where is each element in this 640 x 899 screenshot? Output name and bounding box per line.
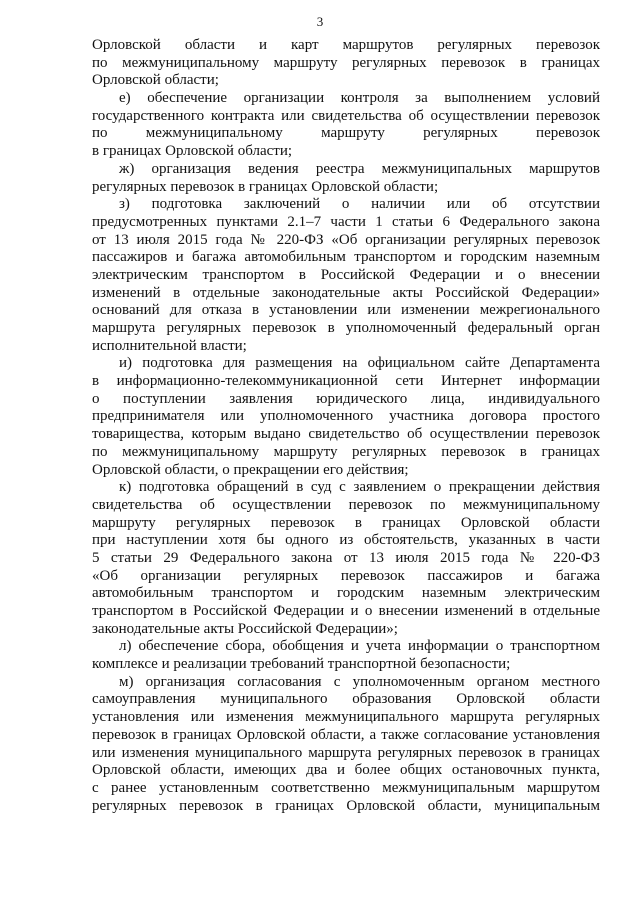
text-line: регулярных перевозок в границах Орловской области, муниципальным (92, 797, 600, 814)
paragraph-continuation (92, 37, 600, 90)
paragraph-item-e (92, 90, 600, 161)
text-line: электрическим транспортом в Российской Федерации и о внесении (92, 266, 600, 283)
text-line: предпринимателя или уполномоченного участника договора простого (92, 408, 600, 425)
text-line: 5 статьи 29 Федерального закона от 13 июля 2015 года № 220-ФЗ (92, 549, 600, 566)
text-line: Орловской области; (92, 72, 219, 89)
paragraph-item-zh (92, 161, 600, 196)
text-line: маршруту регулярных перевозок в границах Орловской области (92, 514, 600, 531)
text-line: предусмотренных пунктами 2.1–7 части 1 статьи 6 Федерального закона (92, 213, 600, 230)
text-line: Орловской области и карт маршрутов регулярных перевозок (92, 37, 600, 53)
text-line: пассажиров и багажа автомобильным транспортом и городским наземным (92, 249, 600, 266)
text-line: комплексе и реализации требований транспортной безопасности; (92, 656, 511, 673)
page-number: 3 (316, 14, 324, 29)
text-line: изменений в отдельные законодательные акты Российской Федерации» (92, 284, 600, 301)
text-line: от 13 июля 2015 года № 220-ФЗ «Об организации регулярных перевозок (92, 231, 600, 248)
text-line: установления или изменения межмуниципального маршрута регулярных (92, 709, 600, 726)
text-line: «Об организации регулярных перевозок пассажиров и багажа (92, 567, 600, 584)
text-line: перевозок в границах Орловской области, а также согласование установления (92, 726, 600, 743)
text-line: по межмуниципальному маршруту регулярных перевозок в границах (92, 54, 600, 71)
text-line: о поступлении заявления юридического лица, индивидуального (92, 390, 600, 407)
text-line: ж) организация ведения реестра межмуниципальных маршрутов (119, 160, 600, 177)
text-line: Орловской области, о прекращении его действия; (92, 461, 409, 478)
text-line: в границах Орловской области; (92, 143, 293, 160)
paragraph-item-m (92, 674, 600, 816)
text-line: автомобильным транспортом и городским наземным электрическим (92, 585, 600, 602)
document-body (92, 37, 600, 815)
text-line: законодательные акты Российской Федерации»; (92, 620, 398, 637)
text-line: маршрута регулярных перевозок в уполномоченный федеральный орган (92, 320, 600, 336)
text-line: транспортом в Российской Федерации и о внесении изменений в отдельные (92, 603, 600, 619)
text-line: свидетельства об осуществлении перевозок по межмуниципальному (92, 496, 600, 513)
text-line: при наступлении хотя бы одного из обстоятельств, указанных в части (92, 532, 600, 549)
paragraph-item-l (92, 638, 600, 673)
paragraph-item-z (92, 196, 600, 355)
text-line: государственного контракта или свидетельства об осуществлении перевозок (92, 107, 600, 124)
text-line: товарищества, которым выдано свидетельство об осуществлении перевозок (92, 426, 600, 443)
text-line: регулярных перевозок в границах Орловской области; (92, 178, 439, 195)
text-line: в информационно-телекоммуникационной сети Интернет информации (92, 373, 600, 390)
text-line: з) подготовка заключений о наличии или об отсутствии (119, 196, 600, 213)
text-line: е) обеспечение организации контроля за выполнением условий (119, 90, 600, 107)
text-line: самоуправления муниципального образования Орловской области (92, 691, 600, 708)
text-line: л) обеспечение сбора, обобщения и учета информации о транспортном (119, 638, 600, 655)
text-line: исполнительной власти; (92, 337, 247, 354)
text-line: и) подготовка для размещения на официальном сайте Департамента (119, 355, 600, 372)
paragraph-item-i (92, 355, 600, 479)
text-line: или изменения муниципального маршрута регулярных перевозок в границах (92, 744, 600, 761)
text-line: м) организация согласования с уполномоченным органом местного (119, 673, 600, 690)
text-line: оснований для отказа в установлении или изменении межрегионального (92, 302, 600, 319)
text-line: Орловской области, имеющих два и более общих остановочных пункта, (92, 762, 600, 779)
text-line: по межмуниципальному маршруту регулярных перевозок в границах (92, 443, 600, 460)
text-line: по межмуниципальному маршруту регулярных перевозок (92, 125, 600, 142)
paragraph-item-k (92, 479, 600, 638)
text-line: с ранее установленным соответственно межмуниципальным маршрутом (92, 779, 600, 796)
text-line: к) подготовка обращений в суд с заявлением о прекращении действия (119, 479, 600, 496)
